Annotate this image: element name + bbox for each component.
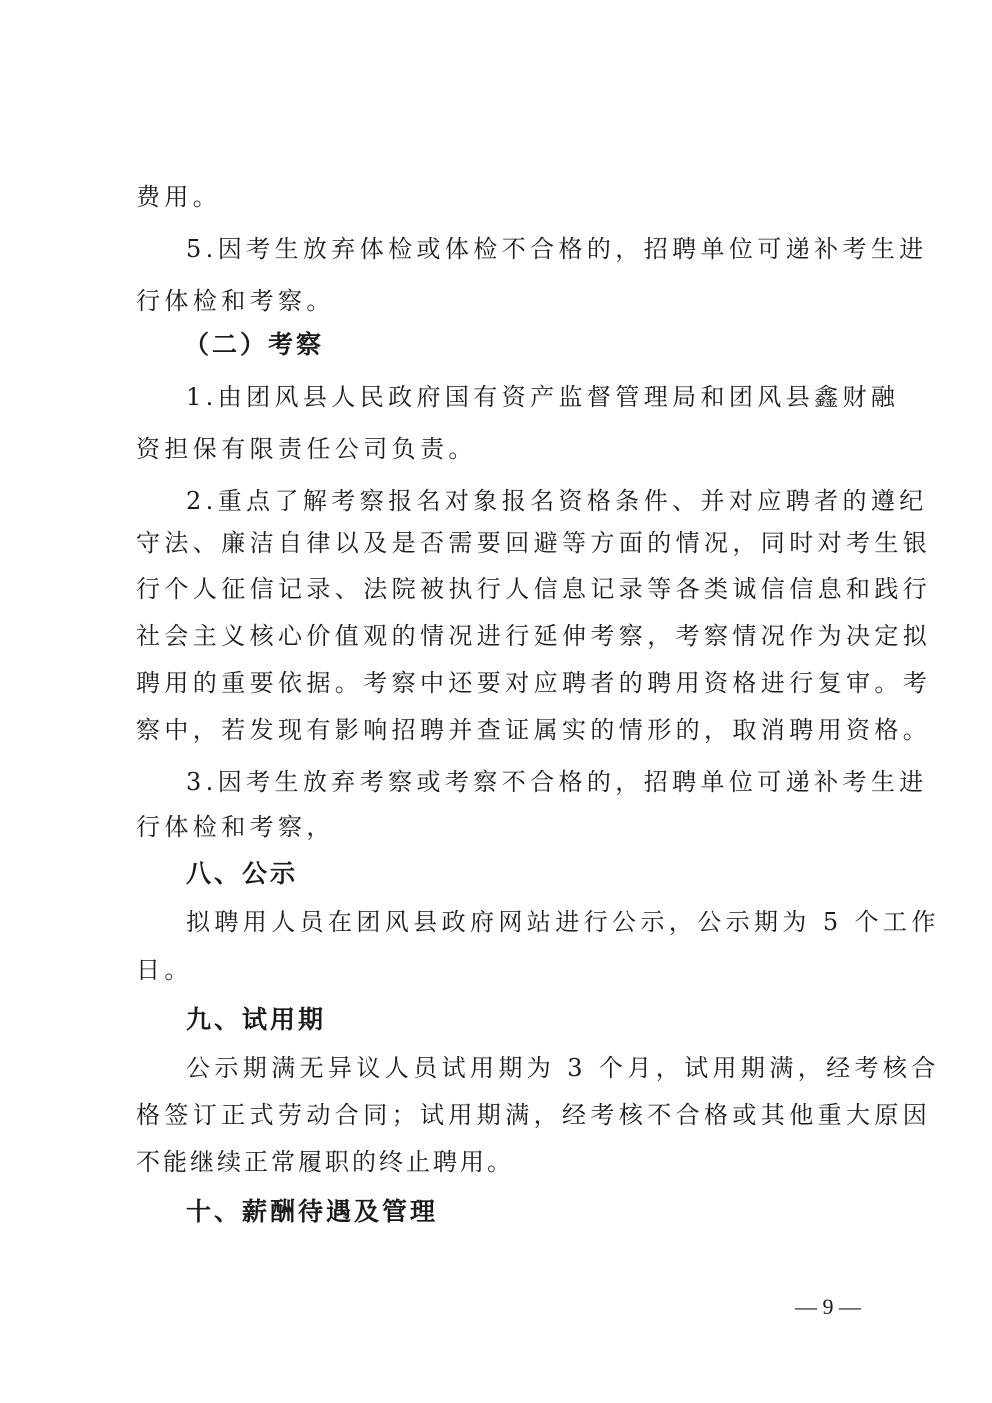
paragraph-line: 守法、廉洁自律以及是否需要回避等方面的情况，同时对考生银 [136, 529, 932, 557]
paragraph-line: 5.因考生放弃体检或体检不合格的，招聘单位可递补考生进 [186, 235, 928, 263]
paragraph-line: 行个人征信记录、法院被执行人信息记录等各类诚信信息和践行 [136, 575, 932, 603]
paragraph-line: 聘用的重要依据。考察中还要对应聘者的聘用资格进行复审。考 [136, 669, 932, 697]
section-heading-gongshi: 八、公示 [186, 859, 299, 888]
paragraph-line: 2.重点了解考察报名对象报名资格条件、并对应聘者的遵纪 [186, 487, 928, 515]
paragraph-line: 1.由团风县人民政府国有资产监督管理局和团风县鑫财融 [186, 383, 900, 411]
paragraph-line: 日。 [136, 956, 193, 984]
paragraph-line: 不能继续正常履职的终止聘用。 [136, 1148, 514, 1176]
paragraph-line: 格签订正式劳动合同；试用期满，经考核不合格或其他重大原因 [136, 1101, 932, 1129]
page-number: — 9 — [795, 1294, 861, 1319]
paragraph-line: 公示期满无异议人员试用期为 3 个月，试用期满，经考核合 [186, 1054, 940, 1082]
paragraph-line: 3.因考生放弃考察或考察不合格的，招聘单位可递补考生进 [186, 768, 928, 796]
paragraph-line: 拟聘用人员在团风县政府网站进行公示，公示期为 5 个工作 [186, 908, 940, 936]
section-heading-xinchou: 十、薪酬待遇及管理 [186, 1197, 439, 1226]
paragraph-line: 察中，若发现有影响招聘并查证属实的情形的，取消聘用资格。 [136, 716, 932, 744]
paragraph-line: 行体检和考察。 [136, 287, 335, 315]
paragraph-line: 行体检和考察， [136, 813, 335, 841]
section-heading-shiyongqi: 九、试用期 [186, 1005, 327, 1034]
section-heading-kaocha: （二）考察 [184, 330, 325, 359]
paragraph-line: 费用。 [136, 183, 222, 211]
paragraph-line: 资担保有限责任公司负责。 [136, 435, 477, 463]
paragraph-line: 社会主义核心价值观的情况进行延伸考察，考察情况作为决定拟 [136, 622, 932, 650]
